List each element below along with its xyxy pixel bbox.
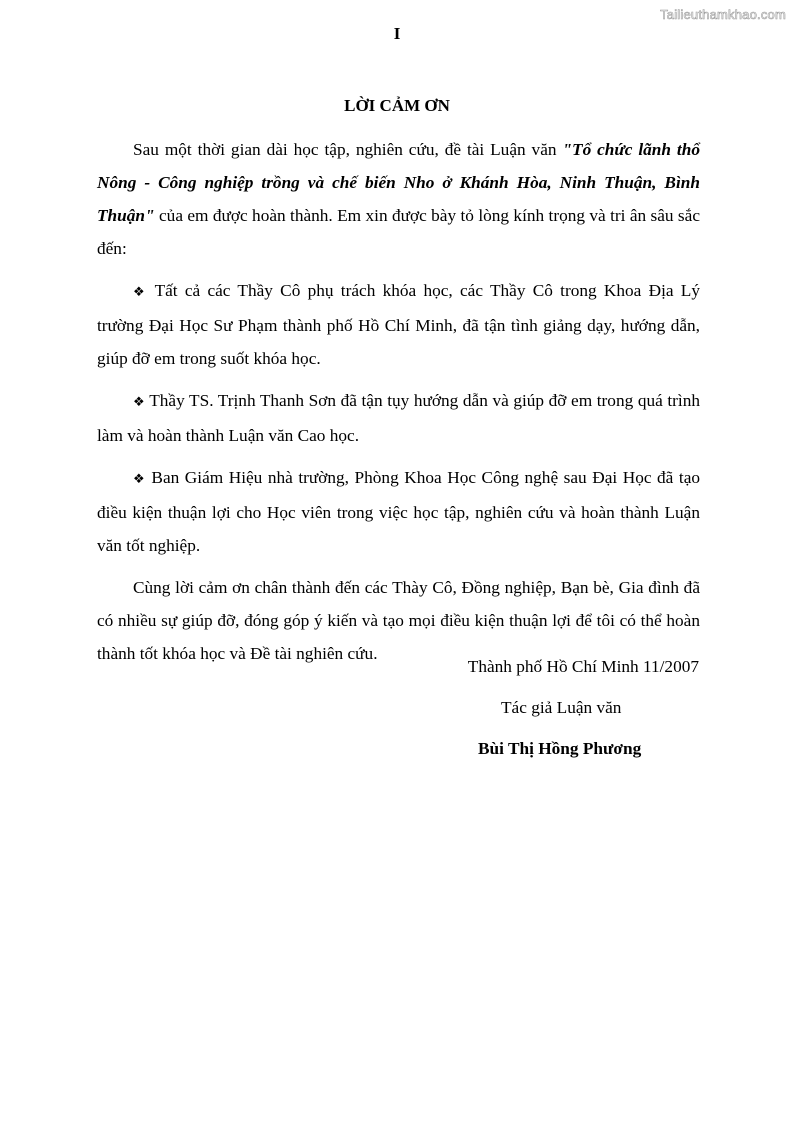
intro-text-before: Sau một thời gian dài học tập, nghiên cứu, đề tài Luận văn xyxy=(133,140,563,159)
author-role: Tác giả Luận văn xyxy=(501,698,622,717)
watermark-text: Tailieuthamkhao.com xyxy=(660,7,786,22)
bullet-paragraph-2 xyxy=(97,384,700,452)
thesis-title: "Tổ chức lãnh thổ Nông - Công nghiệp trồng và chế biến Nho ở Khánh Hòa, Ninh Thuận, Bình Thuận" xyxy=(97,140,700,225)
closing-paragraph: Cùng lời cảm ơn chân thành đến các Thày Cô, Đồng nghiệp, Bạn bè, Gia đình đã có nhiều sự giúp đỡ, đóng góp ý kiến và tạo mọi điều kiện thuận lợi để tôi có thể hoàn thành tốt khóa học và Đề tài nghiên cứu. xyxy=(97,578,700,663)
author-name: Bùi Thị Hồng Phương xyxy=(478,739,642,758)
bullet-paragraph-3 xyxy=(97,461,700,562)
bullet-paragraph-1 xyxy=(97,274,700,375)
place-date: Thành phố Hồ Chí Minh 11/2007 xyxy=(467,657,699,676)
diamond-bullet-icon: ❖ xyxy=(133,285,148,300)
bullet-text-2: Thầy TS. Trịnh Thanh Sơn đã tận tụy hướng dẫn và giúp đỡ em trong quá trình làm và hoàn thành Luận văn Cao học. xyxy=(97,391,701,445)
intro-text-after: của em được hoàn thành. Em xin được bày tỏ lòng kính trọng và tri ân sâu sắc đến: xyxy=(97,206,700,258)
diamond-bullet-icon: ❖ xyxy=(133,472,146,487)
bullet-text-1: Tất cả các Thầy Cô phụ trách khóa học, các Thầy Cô trong Khoa Địa Lý trường Đại Học Sư Phạm thành phố Hồ Chí Minh, đã tận tình giảng dạy, hướng dẫn, giúp đỡ em trong suốt khóa học. xyxy=(97,281,700,368)
acknowledgement-body xyxy=(97,133,700,679)
diamond-bullet-icon: ❖ xyxy=(133,395,145,410)
page-title: LỜI CẢM ƠN xyxy=(344,96,450,115)
bullet-text-3: Ban Giám Hiệu nhà trường, Phòng Khoa Học Công nghệ sau Đại Học đã tạo điều kiện thuận lợi cho Học viên trong việc học tập, nghiên cứu và hoàn thành Luận văn tốt nghiệp. xyxy=(97,468,701,555)
page-number: I xyxy=(393,24,401,43)
intro-paragraph xyxy=(97,133,700,265)
